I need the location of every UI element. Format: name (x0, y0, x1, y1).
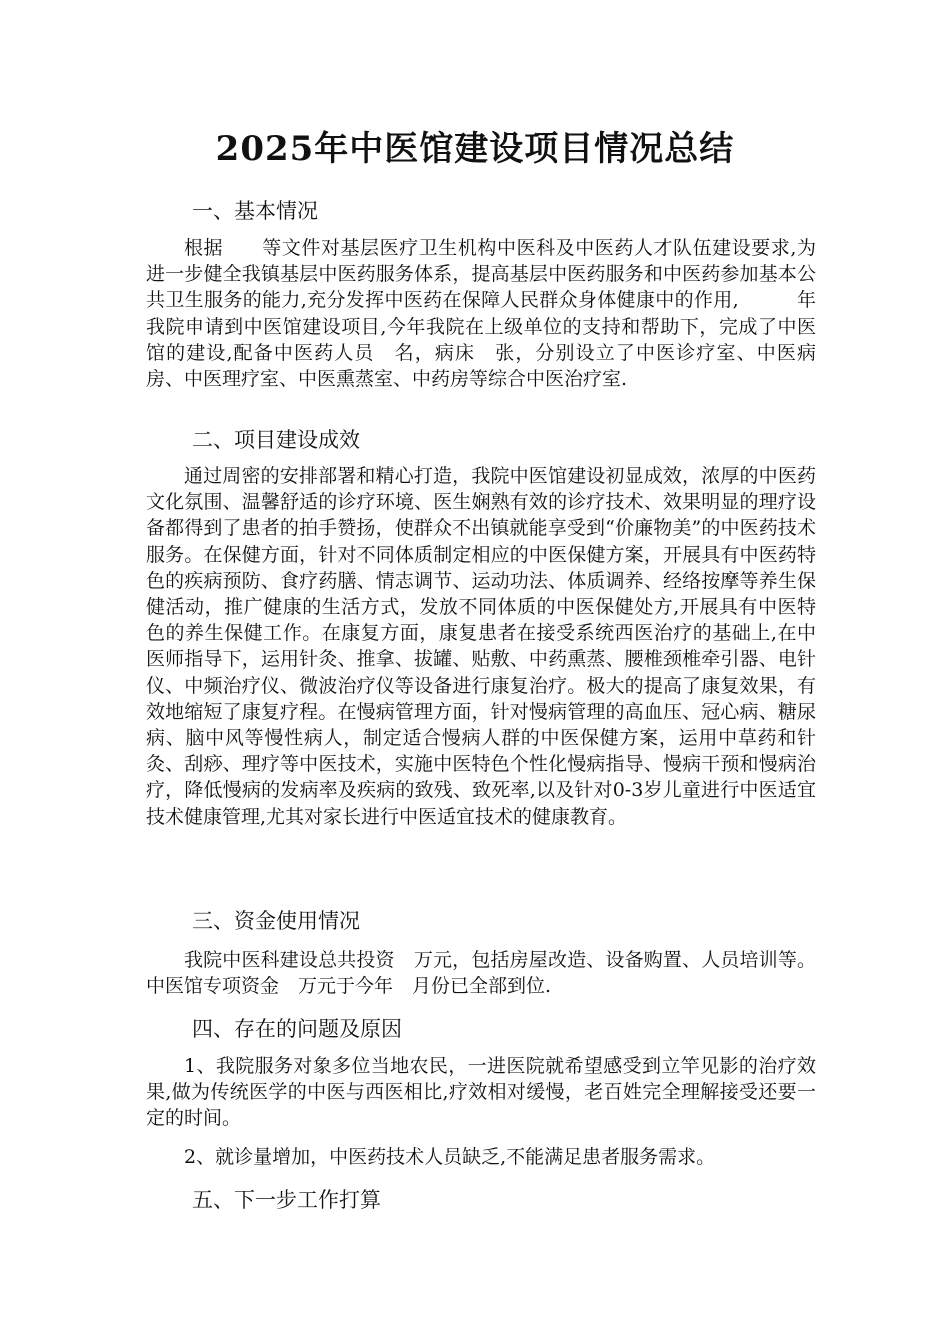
section-paragraph-problem-2: 2、就诊量增加，中医药技术人员缺乏,不能满足患者服务需求。 (184, 1146, 716, 1168)
section-heading-basic-info: 一、基本情况 (192, 199, 318, 223)
section-heading-next-steps: 五、下一步工作打算 (192, 1188, 381, 1212)
section-heading-results: 二、项目建设成效 (192, 428, 360, 452)
section-paragraph-results: 通过周密的安排部署和精心打造，我院中医馆建设初显成效，浓厚的中医药文化氛围、温馨舒适的诊疗环境、医生娴熟有效的诊疗技术、效果明显的理疗设备都得到了患者的拍手赞扬，使群众不出镇就能享受到“价廉物美”的中医药技术服务。在保健方面，针对不同体质制定相应的中医保健方案，开展具有中医药特色的疾病预防、食疗药膳、情志调节、运动功法、体质调养、经络按摩等养生保健活动，推广健康的生活方式，发放不同体质的中医保健处方,开展具有中医特色的养生保健工作。在康复方面，康复患者在接受系统西医治疗的基础上,在中医师指导下，运用针灸、推拿、拔罐、贴敷、中药熏蒸、腰椎颈椎牵引器、电针仪、中频治疗仪、微波治疗仪等设备进行康复治疗。极大的提高了康复效果，有效地缩短了康复疗程。在慢病管理方面，针对慢病管理的高血压、冠心病、糖尿病、脑中风等慢性病人，制定适合慢病人群的中医保健方案，运用中草药和针灸、刮痧、理疗等中医技术，实施中医特色个性化慢病指导、慢病干预和慢病治疗，降低慢病的发病率及疾病的致残、致死率,以及针对0-3岁儿童进行中医适宜技术健康管理,尤其对家长进行中医适宜技术的健康教育。 (146, 465, 816, 828)
section-paragraph-problem-1: 1、我院服务对象多位当地农民，一进医院就希望感受到立竿见影的治疗效果,做为传统医学的中医与西医相比,疗效相对缓慢，老百姓完全理解接受还要一定的时间。 (146, 1055, 816, 1130)
section-paragraph-funding: 我院中医科建设总共投资 万元，包括房屋改造、设备购置、人员培训等。中医馆专项资金 万元于今年 月份已全部到位. (146, 949, 816, 998)
section-paragraph-basic-info: 根据 等文件对基层医疗卫生机构中医科及中医药人才队伍建设要求,为进一步健全我镇基层中医药服务体系，提高基层中医药服务和中医药参加基本公共卫生服务的能力,充分发挥中医药在保障人民群众身体健康中的作用, 年我院申请到中医馆建设项目,今年我院在上级单位的支持和帮助下，完成了中医馆的建设,配备中医药人员 名，病床 张，分别设立了中医诊疗室、中医病房、中医理疗室、中医熏蒸室、中药房等综合中医治疗室. (146, 237, 816, 391)
section-heading-funding: 三、资金使用情况 (192, 909, 360, 933)
document-title: 2025年中医馆建设项目情况总结 (215, 129, 735, 169)
section-heading-problems: 四、存在的问题及原因 (192, 1017, 402, 1041)
